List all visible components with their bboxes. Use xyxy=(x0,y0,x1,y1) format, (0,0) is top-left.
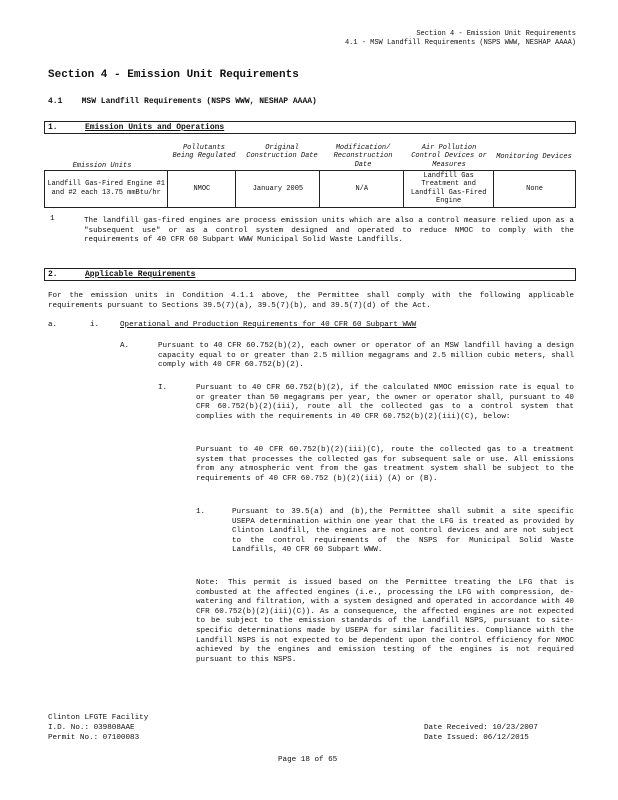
item-1-text: Pursuant to 39.5(a) and (b),the Permittee shall submit a site specific USEPA determination within one year that the LFG is treated as provided by Clinton Landfill, the engines are not control devices and are not subject to the control requirements of the NSPS for Municipal Solid Waste Landfills, 40 CFR 60 Subpart WWW. xyxy=(232,508,574,555)
table-row xyxy=(45,171,576,208)
bar-number: 2. xyxy=(48,270,58,279)
subsection-title: 4.1 MSW Landfill Requirements (NSPS WWW, NESHAP AAAA) xyxy=(48,97,317,106)
header-modification: Modification/ Reconstruction Date xyxy=(333,144,393,169)
cell-monitoring: None xyxy=(494,171,576,208)
item-A-label: A. xyxy=(120,342,130,350)
header-air-pollution-control: Air Pollution Control Devices or Measures xyxy=(411,144,487,169)
emission-units-table xyxy=(44,170,576,208)
bar-title: Emission Units and Operations xyxy=(85,123,225,132)
footer-id-number: I.D. No.: 039808AAE xyxy=(48,724,135,732)
footer-date-issued: Date Issued: 06/12/2015 xyxy=(424,734,529,742)
bar-number: 1. xyxy=(48,123,58,132)
footer-permit-number: Permit No.: 07100083 xyxy=(48,734,140,742)
section-title: Section 4 - Emission Unit Requirements xyxy=(48,69,299,81)
footnote-mark: 1 xyxy=(50,215,55,223)
running-header-line2: 4.1 - MSW Landfill Requirements (NSPS WWW, NESHAP AAAA) xyxy=(344,38,576,47)
page-number: Page 18 of 65 xyxy=(278,756,338,764)
item-i-label: i. xyxy=(90,321,100,329)
item-I-text: Pursuant to 40 CFR 60.752(b)(2), if the calculated NMOC emission rate is equal to or greater than 50 megagrams per year, the owner or operator shall, pursuant to 40 CFR 60.752(b)(2)(iii), route all the collected gas to a control system that complies with the requirements in 40 CFR 60.752(b)(2)(iii)(C), below: xyxy=(196,384,574,421)
item-a-label: a. xyxy=(48,321,58,329)
header-original-construction: Original Construction Date xyxy=(246,144,318,161)
intro-paragraph: For the emission units in Condition 4.1.1 above, the Permittee shall comply with the following applicable requirements pursuant to Sections 39.5(7)(a), 39.5(7)(b), and 39.5(7)(d) of the Act. xyxy=(48,292,574,310)
cell-original: January 2005 xyxy=(236,171,320,208)
item-I-text-2: Pursuant to 40 CFR 60.752(b)(2)(iii)(C), route the collected gas to a treatment system that processes the collected gas for subsequent sale or use. All emissions from any atmospheric vent from the gas treatment system shall be subject to the requirements of 40 CFR 60.752 (b)(2)(iii) (A) or (B). xyxy=(196,446,574,483)
note-label: Note: xyxy=(196,579,219,587)
footer-facility: Clinton LFGTE Facility xyxy=(48,714,149,722)
emission-units-bar xyxy=(44,121,576,134)
applicable-requirements-bar xyxy=(44,268,576,281)
item-I-label: I. xyxy=(158,384,168,392)
running-header-line1: Section 4 - Emission Unit Requirements xyxy=(416,30,576,38)
item-a-heading: Operational and Production Requirements for 40 CFR 60 Subpart WWW xyxy=(120,321,417,329)
header-emission-units: Emission Units xyxy=(72,162,132,170)
header-pollutants: Pollutants Being Regulated xyxy=(172,144,236,161)
running-header xyxy=(345,30,576,47)
item-A-text: Pursuant to 40 CFR 60.752(b)(2), each owner or operator of an MSW landfill having a design capacity equal to or greater than 2.5 million megagrams and 2.5 million cubic meters, shall comply with 40 CFR 60.752(b)(2). xyxy=(158,342,574,370)
footer-date-received: Date Received: 10/23/2007 xyxy=(424,724,538,732)
cell-modification: N/A xyxy=(320,171,404,208)
cell-pollutants: NMOC xyxy=(168,171,236,208)
bar-title: Applicable Requirements xyxy=(85,270,196,279)
header-monitoring: Monitoring Devices xyxy=(496,153,572,161)
note-text: This permit is issued based on the Permittee treating the LFG that is combusted at the affected engines (i.e., processing the LFG with compression, de-watering and filtration, with a system designed and operated in accordance with 40 CFR 60.752(b)(2)(iii)(C)). As a consequence, the affected engines are not expected to be subject to the emission standards of the Landfill NSPS, pursuant to site-specific determinations made by USEPA for similar facilities. Compliance with the Landfill NSPS is not expected to be dependent upon the control efficiency for NMOC achieved by the engines and emission testing of the engines is not required pursuant to this NSPS. xyxy=(196,579,574,664)
item-1-label: 1. xyxy=(196,508,206,516)
cell-air-pollution: Landfill Gas Treatment and Landfill Gas-Fired Engine xyxy=(404,171,494,208)
cell-unit: Landfill Gas-Fired Engine #1 and #2 each 13.75 mmBtu/hr xyxy=(45,171,168,208)
footnote-text: The landfill gas-fired engines are process emission units which are also a control measure relied upon as a "subsequent use" or as a control system designed and operated to reduce NMOC to comply with the requirements of 40 CFR 60 Subpart WWW Municipal Solid Waste Landfills. xyxy=(84,217,574,245)
